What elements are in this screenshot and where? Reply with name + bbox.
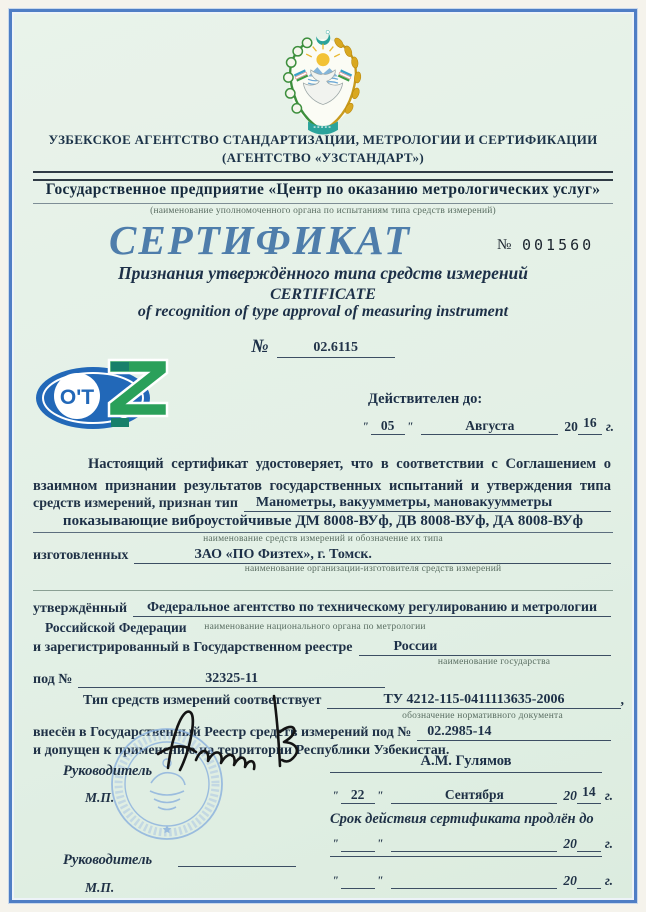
open-quote: "	[332, 836, 339, 850]
mp-label: М.П.	[85, 790, 115, 805]
prolong-year-prefix: 20	[563, 836, 577, 851]
prolong-label: Срок действия сертификата продлён до	[330, 811, 594, 827]
prolong-year-unit: г.	[604, 836, 613, 851]
enterprise-caption: (наименование уполномоченного органа по испытаниям типа средств измерений)	[150, 206, 496, 216]
paragraph-line2: взаимном признании результатов государственных испытаний и утверждения типа	[33, 478, 611, 494]
empty-rule	[33, 590, 613, 591]
registry-value: России	[359, 638, 611, 656]
head-name-line: А.М. Гулямов	[330, 753, 602, 773]
second-day	[341, 888, 375, 889]
close-quote: "	[376, 788, 384, 802]
conformity-label: Тип средств измерений соответствует	[83, 693, 322, 708]
approved-value: Федеральное агентство по техническому регулированию и метрологии	[133, 599, 611, 617]
type-label: средств измерений, признан тип	[33, 496, 238, 511]
signing-year-cell	[577, 786, 601, 804]
head2-label: Руководитель	[63, 852, 153, 868]
manufacturer-value: ЗАО «ПО Физтех», г. Томск.	[134, 546, 611, 564]
certificate-number: 001560	[522, 236, 595, 254]
ot-approval-mark-icon	[33, 356, 175, 432]
approved-value2: Российской Федерации	[45, 620, 187, 635]
approved-row	[33, 599, 611, 617]
type-caption: наименование средств измерений и обозначение их типа	[203, 534, 443, 544]
registry-entry-label: внесён в Государственный Реестр средств измерений под №	[33, 725, 412, 740]
type-row	[33, 494, 611, 512]
approved-label: утверждённый	[33, 601, 128, 616]
certificate-title: СЕРТИФИКАТ	[108, 217, 412, 263]
type-value: Манометры, вакуумметры, мановакуумметры	[244, 494, 611, 512]
reg-number-label: под №	[33, 672, 73, 687]
mp2-label: М.П.	[85, 880, 115, 895]
open-quote: "	[362, 419, 369, 433]
approved-caption: наименование национального органа по метрологии	[204, 622, 426, 632]
reg-number-row	[33, 670, 385, 688]
cert-no-row	[0, 336, 646, 358]
cert-no-value: 02.6115	[277, 340, 395, 358]
close-quote: "	[376, 873, 384, 887]
valid-until-label: Действителен до:	[368, 391, 483, 407]
second-year-unit: г.	[604, 873, 613, 888]
manufacturer-caption: наименование организации-изготовителя средств измерений	[244, 564, 502, 574]
second-year-cell	[577, 888, 601, 889]
registry-entry-value: 02.2985-14	[417, 723, 611, 741]
signing-month: Сентября	[391, 786, 557, 804]
type-value2: показывающие виброустойчивые ДМ 8008-ВУф, ДВ 8008-ВУф, ДА 8008-ВУф	[62, 513, 584, 529]
valid-year-unit: г.	[605, 419, 614, 434]
subtitle-ru: Признания утверждённого типа средств измерений	[117, 263, 529, 283]
valid-year-suffix: 16	[583, 415, 597, 430]
conformity-row	[33, 691, 624, 709]
second-signature-line	[330, 840, 602, 857]
subtitle-en2: of recognition of type approval of measuring instrument	[137, 303, 509, 320]
valid-day: 05	[371, 417, 405, 435]
signing-year-unit: г.	[604, 788, 613, 803]
enterprise-name: Государственное предприятие «Центр по оказанию метрологических услуг»	[45, 181, 601, 198]
signing-day: 22	[341, 786, 375, 804]
open-quote: "	[332, 788, 339, 802]
ot-mark-text: O'T	[59, 386, 95, 409]
manufacturer-label: изготовленных	[33, 548, 129, 563]
registry-caption: наименование государства	[437, 657, 551, 667]
type-underline	[33, 532, 613, 533]
conformity-value: ТУ 4212-115-0411113635-2006	[327, 691, 620, 709]
allowed-line: и допущен к применению на территории Республики Узбекистан.	[33, 743, 450, 758]
valid-year-prefix: 20	[564, 419, 578, 434]
second-month	[391, 888, 557, 889]
second-date-row	[330, 872, 613, 889]
signing-year-prefix: 20	[563, 788, 577, 803]
head2-line	[178, 852, 296, 867]
valid-month: Августа	[421, 417, 558, 435]
agency-abbr: (АГЕНТСТВО «УЗСТАНДАРТ»)	[222, 150, 424, 165]
uzbekistan-emblem-icon	[276, 26, 370, 142]
signing-year-suffix: 14	[582, 784, 596, 799]
conformity-comma: ,	[620, 693, 624, 708]
conformity-caption: обозначение нормативного документа	[402, 711, 563, 721]
second-year-prefix: 20	[563, 873, 577, 888]
valid-year-cell	[578, 417, 602, 435]
close-quote: "	[376, 836, 384, 850]
registry-label: и зарегистрированный в Государственном реестре	[33, 640, 353, 655]
reg-number-value: 32325-11	[78, 670, 385, 688]
registry-row	[33, 638, 611, 656]
signing-date-row	[330, 786, 613, 804]
valid-until-date	[360, 417, 614, 435]
certificate-number-label: №	[497, 237, 512, 253]
head-label: Руководитель	[63, 763, 153, 779]
open-quote: "	[332, 873, 339, 887]
agency-name: УЗБЕКСКОЕ АГЕНТСТВО СТАНДАРТИЗАЦИИ, МЕТРОЛОГИИ И СЕРТИФИКАЦИИ	[48, 132, 598, 147]
paragraph-line1: Настоящий сертификат удостоверяет, что в соответствии с Соглашением о	[88, 456, 611, 472]
cert-no-label: №	[251, 336, 269, 357]
signature-icon	[150, 688, 315, 788]
manufacturer-row	[33, 546, 611, 564]
close-quote: "	[406, 419, 414, 433]
enterprise-underline	[33, 203, 613, 204]
double-divider	[33, 171, 613, 181]
subtitle-en1: CERTIFICATE	[270, 286, 376, 303]
